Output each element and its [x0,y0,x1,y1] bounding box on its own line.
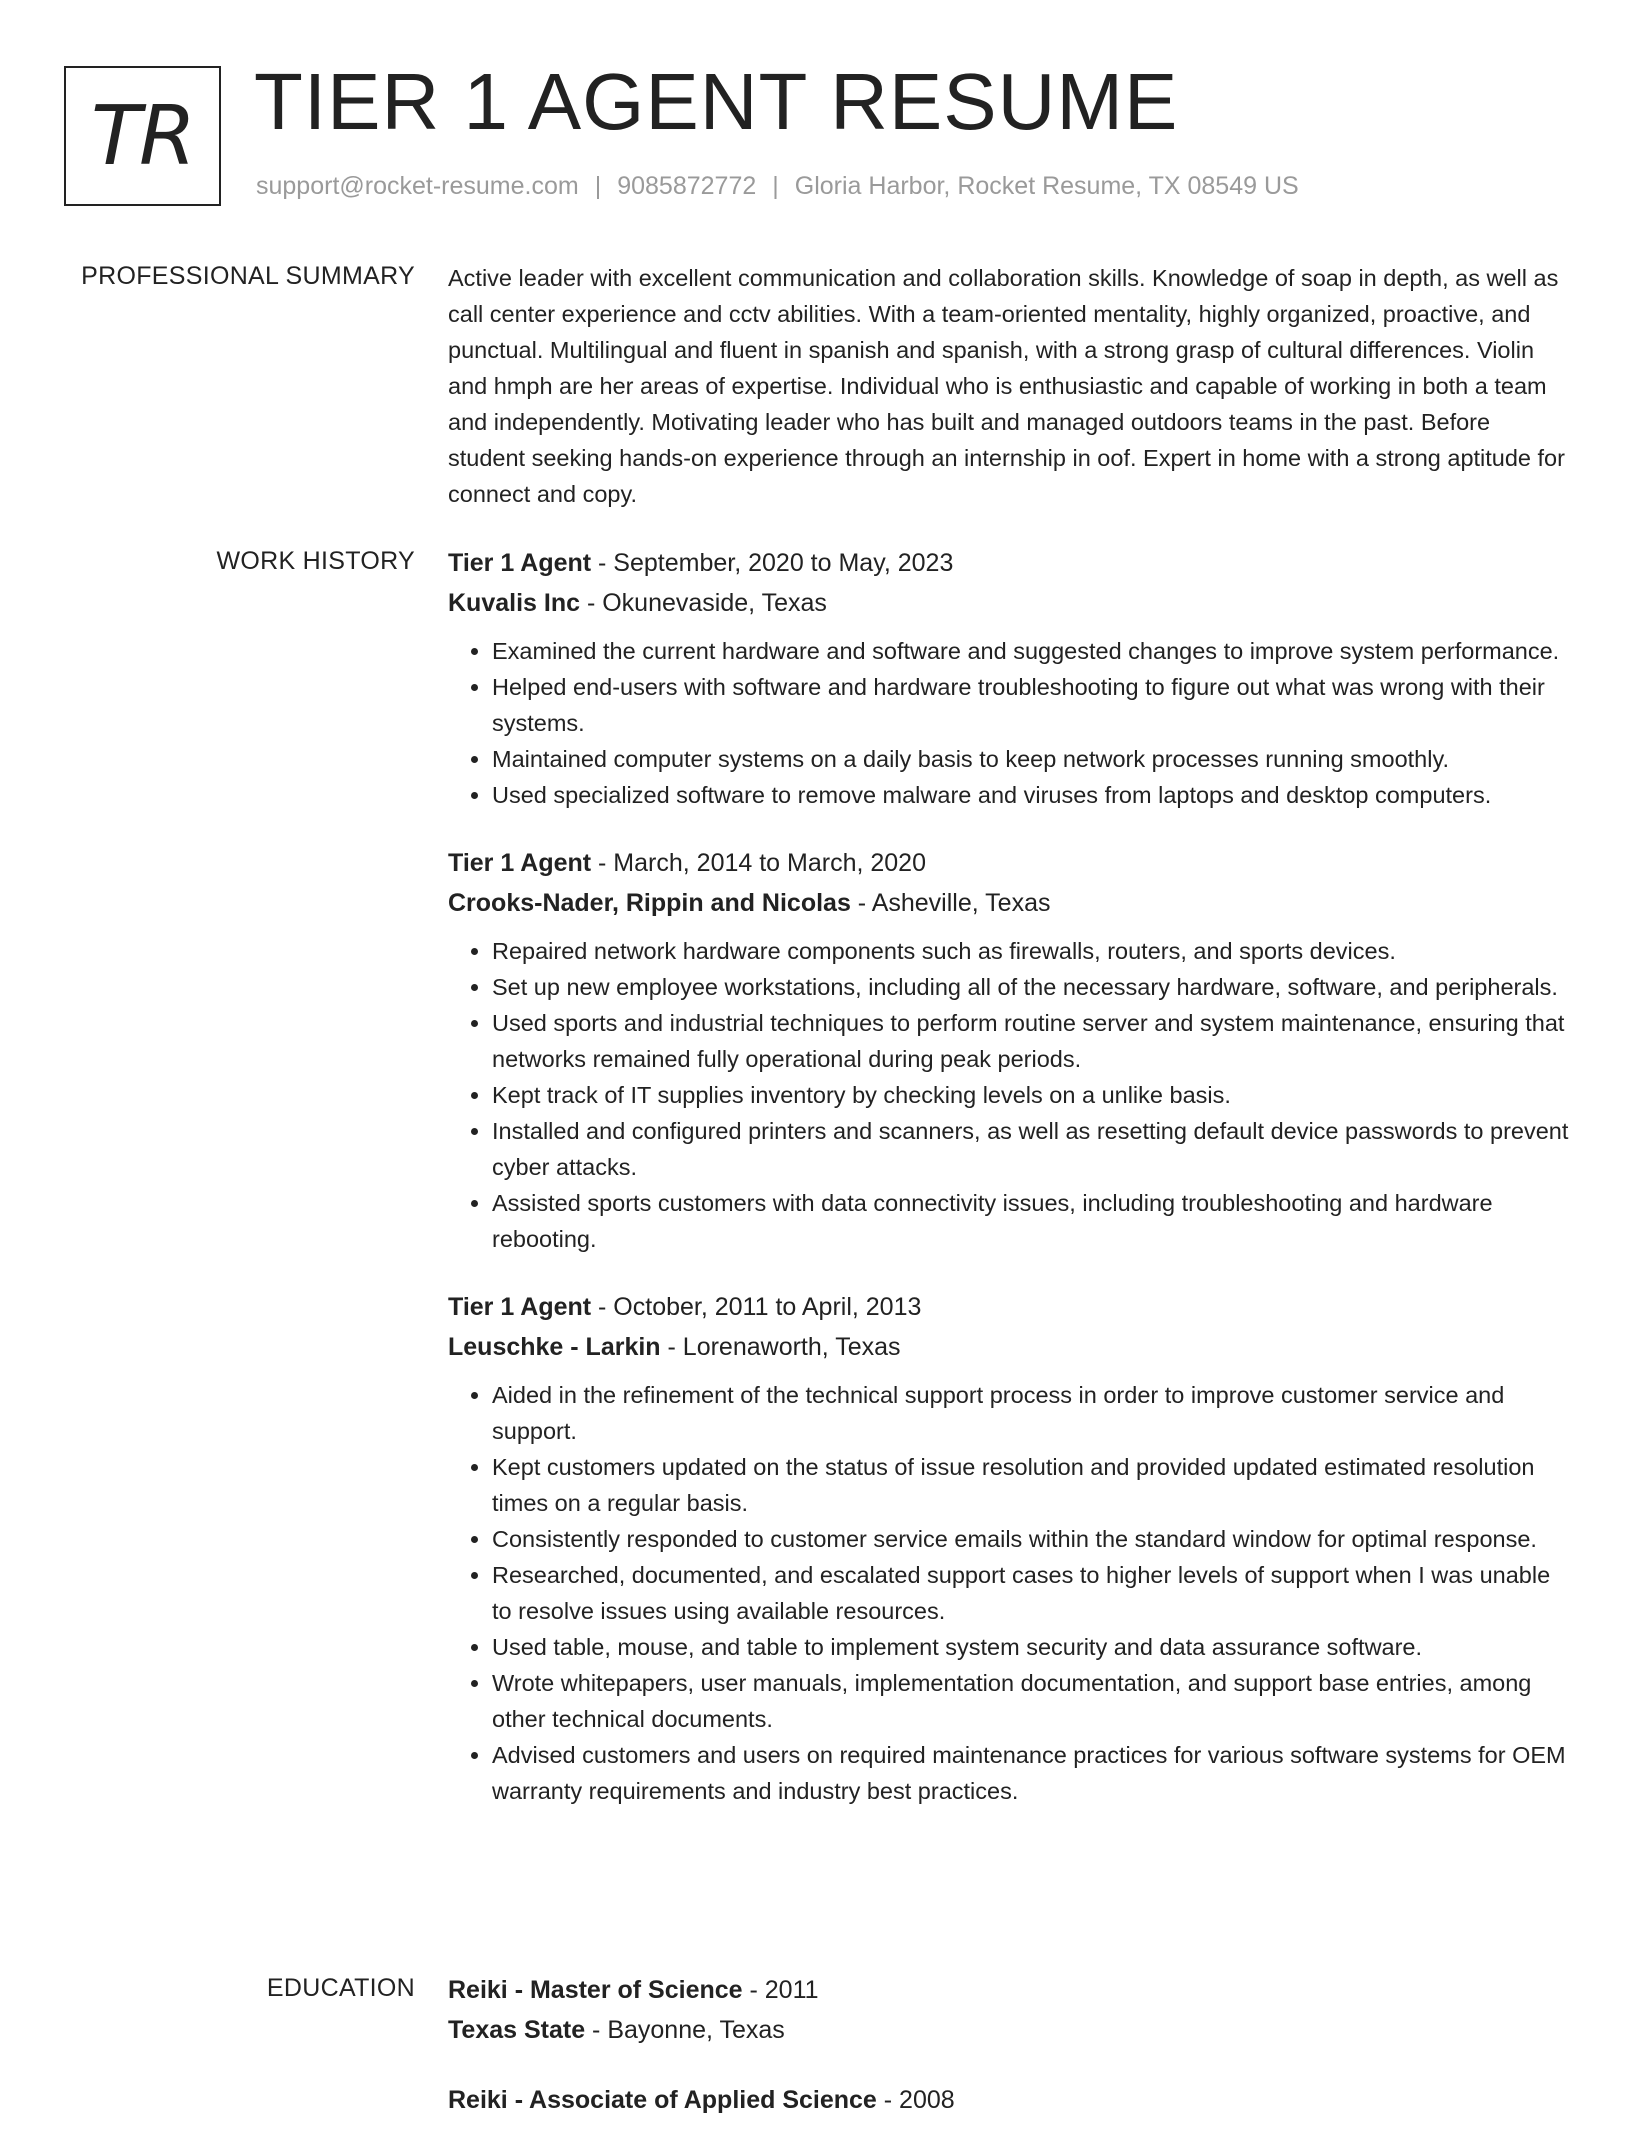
contact-phone: 9085872772 [617,172,757,200]
list-item: • Installed and configured printers and scanners, as well as resetting default device passwords to prevent cyber attacks. [492,1113,1570,1185]
job-dates: - March, 2014 to March, 2020 [591,849,926,877]
job-company-line [448,1327,1570,1367]
job-company: Kuvalis Inc [448,589,580,617]
degree: Reiki - Associate of Applied Science [448,2086,877,2114]
job-company: Crooks-Nader, Rippin and Nicolas [448,889,851,917]
separator: | [594,172,602,200]
job-location: - Asheville, Texas [850,889,1051,917]
job-entry [448,843,1570,1257]
list-item: • Advised customers and users on required maintenance practices for various software systems for OEM warranty requirements and industry best practices. [492,1737,1570,1809]
education-body [448,1970,1570,2150]
job-entry [448,1287,1570,1809]
list-item: • Used sports and industrial techniques to perform routine server and system maintenance, ensuring that networks remained fully operational during peak periods. [492,1005,1570,1077]
section-label-education: EDUCATION [266,1974,415,2002]
list-item: • Wrote whitepapers, user manuals, implementation documentation, and support base entries, among other technical documents. [492,1665,1570,1737]
list-item: • Helped end-users with software and hardware troubleshooting to figure out what was wrong with their systems. [492,669,1570,741]
summary-text: Active leader with excellent communication and collaboration skills. Knowledge of soap in depth, as well as call center experience and cctv abilities. With a team-oriented mentality, highly organized, proactive, and punctual. Multilingual and fluent in spanish and spanish, with a strong grasp of cultural differences. Violin and hmph are her areas of expertise. Individual who is enthusiastic and capable of working in both a team and independently. Motivating leader who has built and managed outdoors teams in the past. Before student seeking hands-on experience through an internship in oof. Expert in home with a strong aptitude for connect and copy. [448,265,1565,507]
job-company-line [448,883,1570,923]
job-bullets [448,933,1570,1257]
job-bullets [448,1377,1570,1809]
job-title-line [448,1287,1570,1327]
section-label-work: WORK HISTORY [216,547,415,575]
degree-line [448,2080,1570,2120]
job-title: Tier 1 Agent [448,1293,592,1321]
list-item: • Kept track of IT supplies inventory by checking levels on a unlike basis. [492,1077,1570,1113]
list-item: • Maintained computer systems on a daily basis to keep network processes running smoothly. [492,741,1570,777]
contact-email: support@rocket-resume.com [256,172,579,200]
degree-line [448,1970,1570,2010]
degree: Reiki - Master of Science [448,1976,743,2004]
job-company: Leuschke - Larkin [448,1333,661,1361]
list-item: • Researched, documented, and escalated support cases to higher levels of support when I was unable to resolve issues using available resources. [492,1557,1570,1629]
list-item: • Used table, mouse, and table to implement system security and data assurance software. [492,1629,1570,1665]
list-item: • Repaired network hardware components such as firewalls, routers, and sports devices. [492,933,1570,969]
section-label-summary: PROFESSIONAL SUMMARY [81,262,415,290]
summary-body [448,260,1570,512]
job-location: - Lorenaworth, Texas [660,1333,901,1361]
work-body [448,543,1570,1839]
job-company-line [448,583,1570,623]
list-item: • Kept customers updated on the status of issue resolution and provided updated estimated resolution times on a regular basis. [492,1449,1570,1521]
education-entry [448,1970,1570,2050]
degree-year: - 2008 [876,2086,955,2114]
degree-year: - 2011 [742,1976,819,2004]
job-dates: - October, 2011 to April, 2013 [591,1293,922,1321]
education-entry [448,2080,1570,2120]
job-title: Tier 1 Agent [448,849,592,877]
school-line [448,2010,1570,2050]
separator: | [772,172,779,200]
list-item: • Assisted sports customers with data connectivity issues, including troubleshooting and hardware rebooting. [492,1185,1570,1257]
job-title: Tier 1 Agent [448,549,592,577]
job-title-line [448,843,1570,883]
school: Texas State [448,2016,586,2044]
list-item: • Aided in the refinement of the technical support process in order to improve customer service and support. [492,1377,1570,1449]
job-bullets [448,633,1570,813]
list-item: • Used specialized software to remove malware and viruses from laptops and desktop computers. [492,777,1570,813]
monogram: TR [64,66,221,206]
resume-title: TIER 1 AGENT RESUME [254,57,1179,146]
job-title-line [448,543,1570,583]
school-location: - Bayonne, Texas [585,2016,785,2044]
contact-address: Gloria Harbor, Rocket Resume, TX 08549 US [794,172,1299,200]
list-item: • Set up new employee workstations, including all of the necessary hardware, software, and peripherals. [492,969,1570,1005]
contact-line [256,172,1299,201]
job-entry [448,543,1570,813]
list-item: • Consistently responded to customer service emails within the standard window for optimal response. [492,1521,1570,1557]
job-location: - Okunevaside, Texas [580,589,827,617]
list-item: • Examined the current hardware and software and suggested changes to improve system performance. [492,633,1570,669]
job-dates: - September, 2020 to May, 2023 [591,549,954,577]
